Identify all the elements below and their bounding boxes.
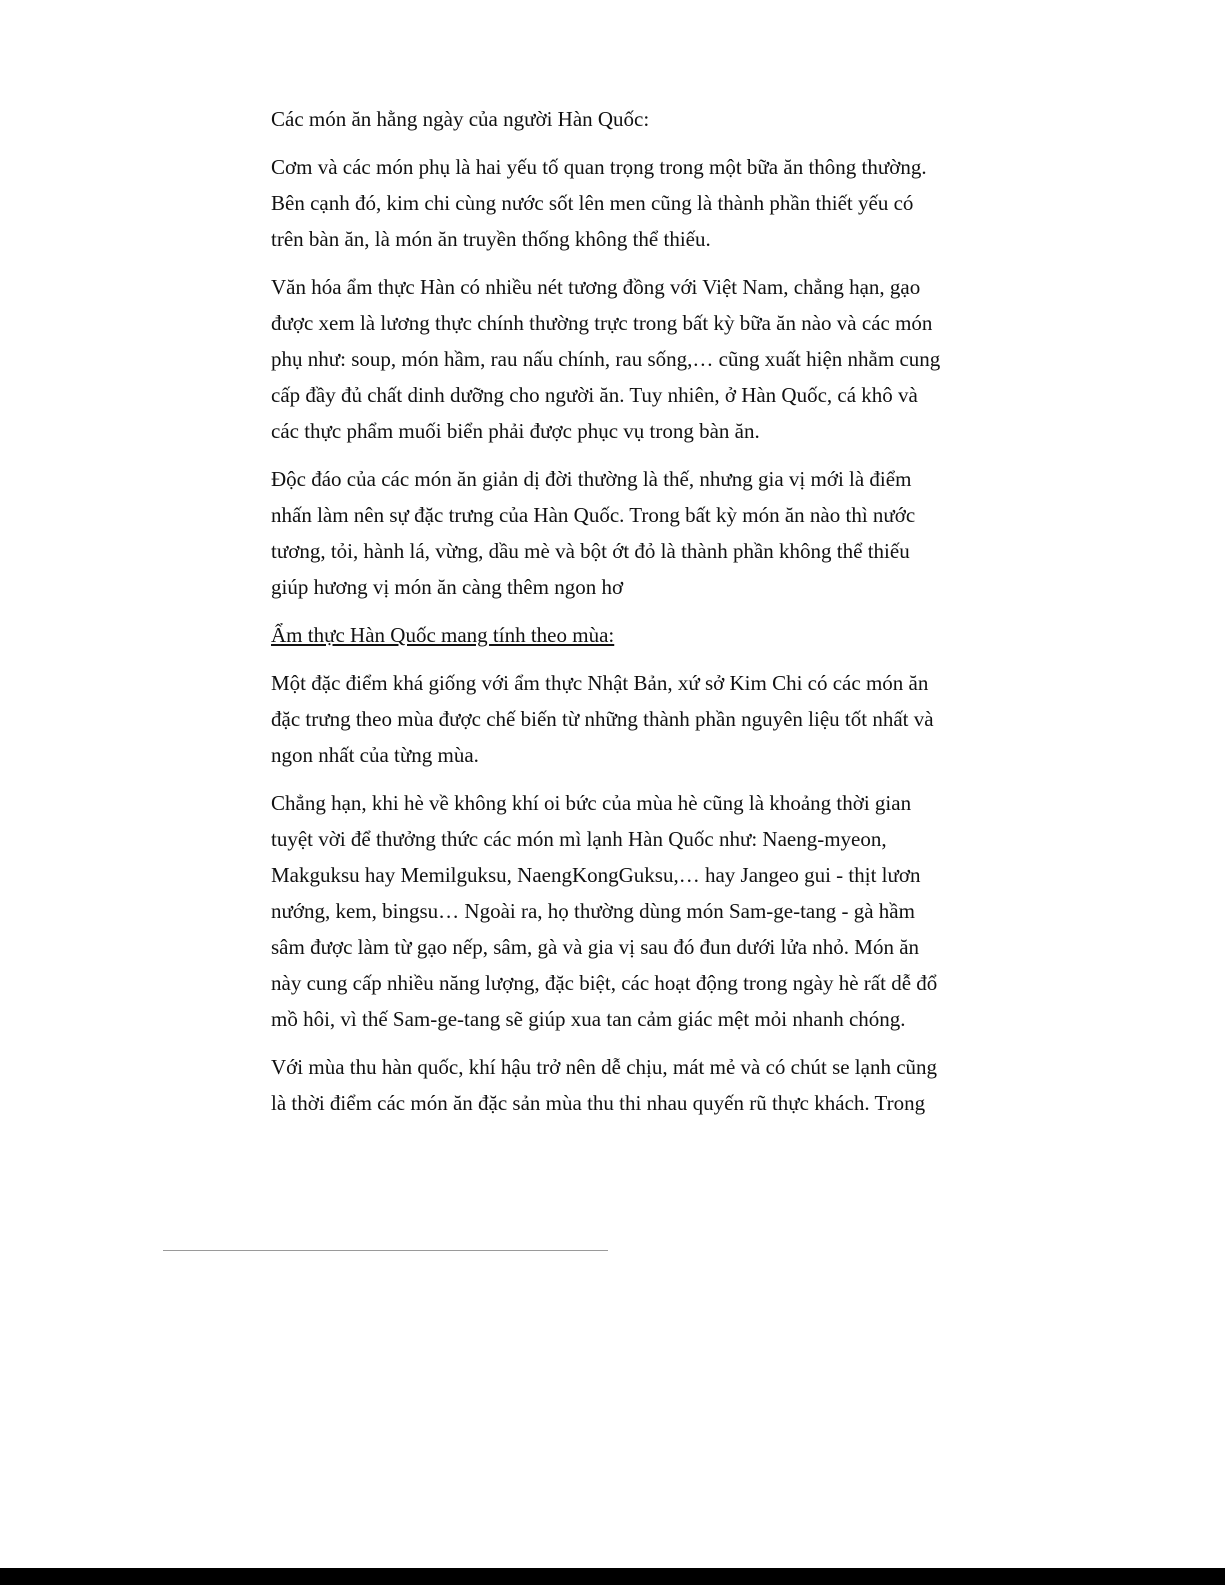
page-bottom-border <box>0 1568 1225 1585</box>
document-body <box>271 101 951 1133</box>
paragraph-autumn-dishes: Với mùa thu hàn quốc, khí hậu trở nên dễ chịu, mát mẻ và có chút se lạnh cũng là thời điểm các món ăn đặc sản mùa thu thi nhau quyến rũ thực khách. Trong <box>271 1055 938 1115</box>
paragraph-seasonal-intro: Một đặc điểm khá giống với ẩm thực Nhật Bản, xứ sở Kim Chi có các món ăn đặc trưng theo mùa được chế biến từ những thành phần nguyên liệu tốt nhất và ngon nhất của từng mùa. <box>271 671 934 767</box>
paragraph-spices: Độc đáo của các món ăn giản dị đời thường là thế, nhưng gia vị mới là điểm nhấn làm nên sự đặc trưng của Hàn Quốc. Trong bất kỳ món ăn nào thì nước tương, tỏi, hành lá, vừng, dầu mè và bột ớt đỏ là thành phần không thể thiếu giúp hương vị món ăn càng thêm ngon hơ <box>271 467 916 599</box>
section-heading-seasonal: Ẩm thực Hàn Quốc mang tính theo mùa: <box>271 623 615 647</box>
paragraph-culture-comparison: Văn hóa ẩm thực Hàn có nhiều nét tương đồng với Việt Nam, chẳng hạn, gạo được xem là lương thực chính thường trực trong bất kỳ bữa ăn nào và các món phụ như: soup, món hầm, rau nấu chính, rau sống,… cũng xuất hiện nhằm cung cấp đầy đủ chất dinh dưỡng cho người ăn. Tuy nhiên, ở Hàn Quốc, cá khô và các thực phẩm muối biển phải được phục vụ trong bàn ăn. <box>271 275 941 443</box>
paragraph-rice-and-side-dishes: Cơm và các món phụ là hai yếu tố quan trọng trong một bữa ăn thông thường. Bên cạnh đó, kim chi cùng nước sốt lên men cũng là thành phần thiết yếu có trên bàn ăn, là món ăn truyền thống không thể thiếu. <box>271 155 927 251</box>
paragraph-summer-dishes: Chẳng hạn, khi hè về không khí oi bức của mùa hè cũng là khoảng thời gian tuyệt vời để thưởng thức các món mì lạnh Hàn Quốc như: Naeng-myeon, Makguksu hay Memilguksu, NaengKongGuksu,… hay Jangeo gui - thịt lươn nướng, kem, bingsu… Ngoài ra, họ thường dùng món Sam-ge-tang - gà hầm sâm được làm từ gạo nếp, sâm, gà và gia vị sau đó đun dưới lửa nhỏ. Món ăn này cung cấp nhiều năng lượng, đặc biệt, các hoạt động trong ngày hè rất dễ đổ mồ hôi, vì thế Sam-ge-tang sẽ giúp xua tan cảm giác mệt mỏi nhanh chóng. <box>271 791 938 1031</box>
footnote-separator <box>163 1250 608 1251</box>
paragraph-daily-dishes-intro: Các món ăn hằng ngày của người Hàn Quốc: <box>271 107 650 131</box>
